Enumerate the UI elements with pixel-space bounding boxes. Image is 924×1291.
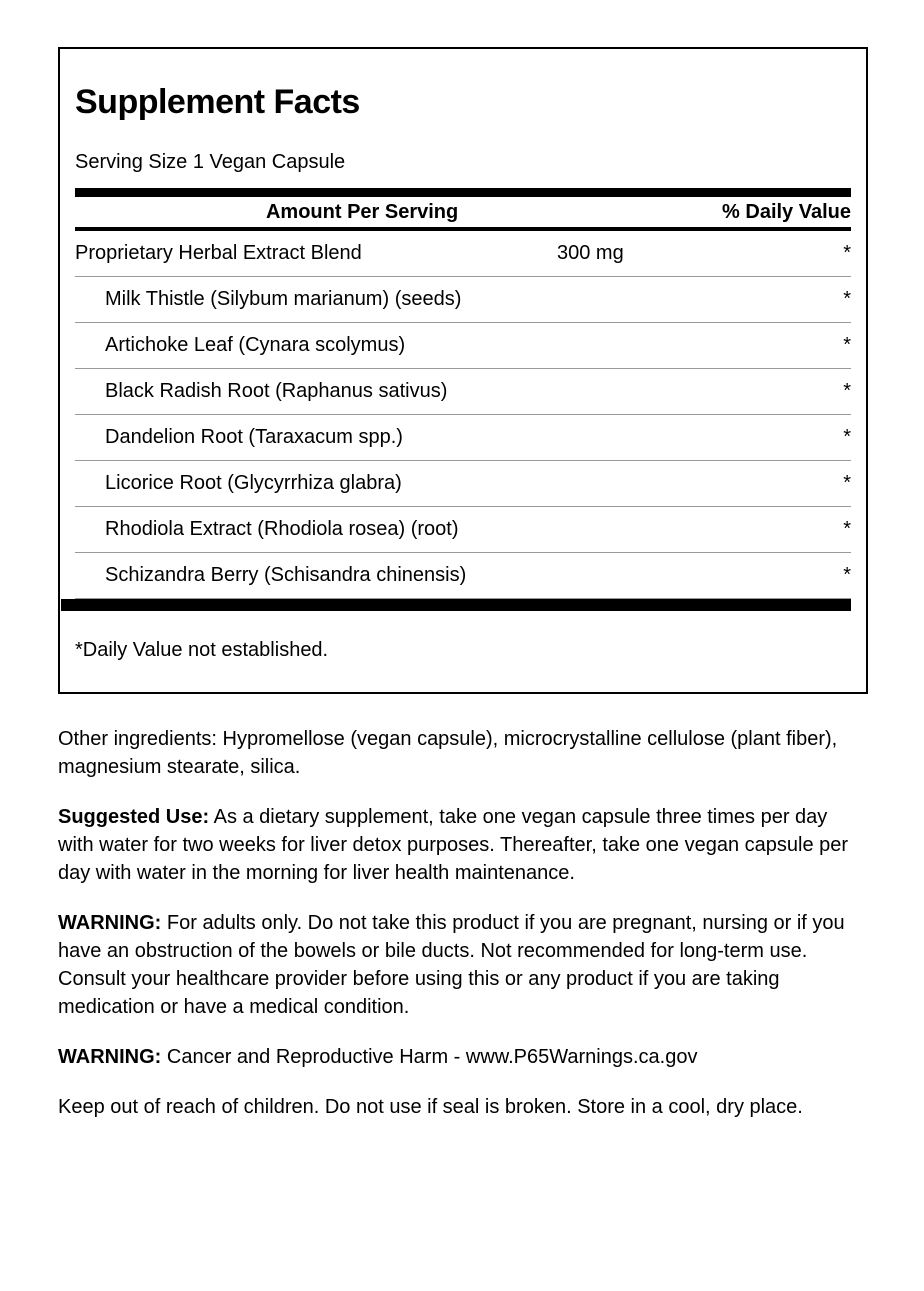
warning-adults-text: For adults only. Do not take this product if you are pregnant, nursing or if you have an obstruction of the bowels or bile ducts. Not recommended for long-term use. Consult your healthcare provider before using this or any product if you are taking medication or have a medical condition. — [58, 912, 845, 1018]
serving-size: Serving Size 1 Vegan Capsule — [75, 151, 346, 173]
ingredient-name: Proprietary Herbal Extract Blend — [75, 242, 362, 264]
table-row — [75, 231, 851, 277]
ingredient-name: Schizandra Berry (Schisandra chinensis) — [105, 564, 467, 586]
storage-paragraph — [58, 1093, 866, 1121]
table-row — [75, 507, 851, 553]
other-ingredients-paragraph — [58, 725, 866, 781]
table-row — [75, 369, 851, 415]
label-body-text — [58, 725, 866, 1121]
table-row — [75, 461, 851, 507]
header-top-bar — [75, 188, 851, 197]
daily-value: * — [843, 242, 851, 264]
suggested-use-text: As a dietary supplement, take one vegan capsule three times per day with water for two weeks for liver detox purposes. Thereafter, take one vegan capsule per day with water in the morning for liver health maintenance. — [58, 806, 849, 884]
ingredient-name: Licorice Root (Glycyrrhiza glabra) — [105, 472, 402, 494]
daily-value: * — [843, 518, 851, 540]
daily-value: * — [843, 472, 851, 494]
daily-value: * — [843, 380, 851, 402]
warning-label: WARNING: — [58, 912, 162, 934]
table-row — [75, 553, 851, 599]
daily-value: * — [843, 564, 851, 586]
daily-value: * — [843, 288, 851, 310]
table-row — [75, 323, 851, 369]
warning-label: WARNING: — [58, 1046, 162, 1068]
table-column-headers — [75, 197, 851, 227]
daily-value-footnote: *Daily Value not established. — [75, 639, 329, 661]
ingredient-name: Dandelion Root (Taraxacum spp.) — [105, 426, 403, 448]
column-header-daily-value: % Daily Value — [722, 201, 851, 223]
table-row — [75, 415, 851, 461]
table-bottom-bar — [61, 599, 851, 611]
ingredient-amount: 300 mg — [557, 242, 624, 264]
daily-value: * — [843, 426, 851, 448]
column-header-amount: Amount Per Serving — [265, 201, 459, 223]
warning-prop65-paragraph — [58, 1043, 866, 1071]
warning-prop65-text: Cancer and Reproductive Harm - www.P65Warnings.ca.gov — [161, 1046, 698, 1068]
ingredient-name: Milk Thistle (Silybum marianum) (seeds) — [105, 288, 462, 310]
storage-text: Keep out of reach of children. Do not use if seal is broken. Store in a cool, dry place. — [58, 1096, 803, 1118]
suggested-use-paragraph — [58, 803, 866, 887]
panel-title: Supplement Facts — [75, 83, 360, 121]
suggested-use-label: Suggested Use: — [58, 806, 210, 828]
ingredient-name: Rhodiola Extract (Rhodiola rosea) (root) — [105, 518, 459, 540]
supplement-facts-panel — [58, 47, 868, 694]
ingredient-name: Black Radish Root (Raphanus sativus) — [105, 380, 448, 402]
table-row — [75, 277, 851, 323]
daily-value: * — [843, 334, 851, 356]
ingredient-name: Artichoke Leaf (Cynara scolymus) — [105, 334, 406, 356]
other-ingredients-text: Other ingredients: Hypromellose (vegan capsule), microcrystalline cellulose (plant fiber), magnesium stearate, silica. — [58, 728, 838, 778]
warning-adults-paragraph — [58, 909, 866, 1021]
